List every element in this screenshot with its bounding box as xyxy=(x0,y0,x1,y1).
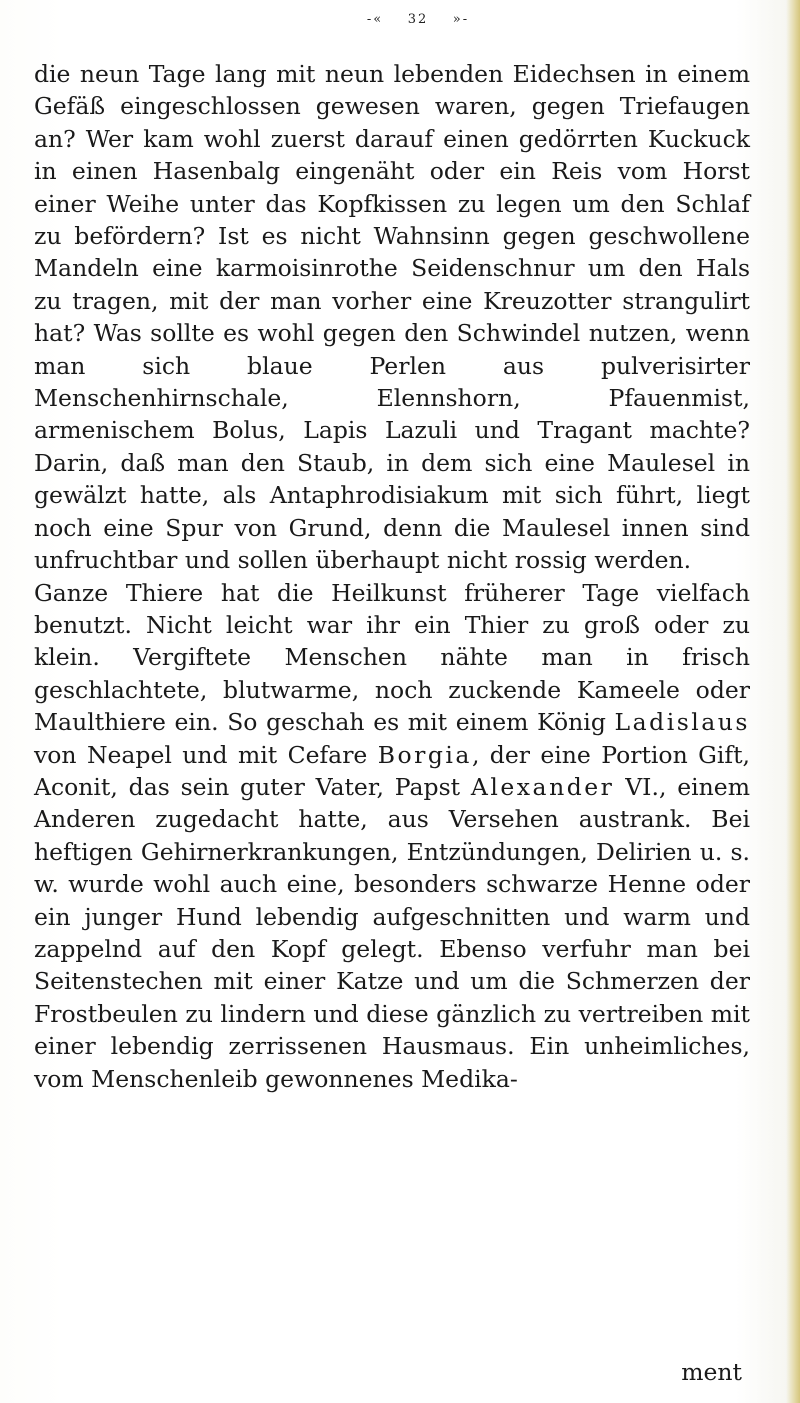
page-final-word: ment xyxy=(681,1358,742,1386)
page-header xyxy=(0,0,800,40)
page-number: 32 xyxy=(407,12,429,27)
header-left-ornament: -« xyxy=(366,12,384,27)
paragraph-2-start: Ganze Thiere hat die Heilkunst früherer Tage vielfach benutzt. Nicht leicht war ihr ein Thier zu groß oder zu klein. Vergiftete Menschen nähte man in frisch geschlachtete, blutwarme, noch zuckende Kameele oder Maulthiere ein. So geschah es mit einem König xyxy=(34,578,750,737)
paragraph-2-end: VI., einem Anderen zugedacht hatte, aus Versehen austrank. Bei heftigen Gehirnerkrankungen, Entzündungen, Delirien u. s. w. wurde wohl auch eine, besonders schwarze Henne oder ein junger Hund lebendig aufgeschnitten und warm und zappelnd auf den Kopf gelegt. Ebenso verfuhr man bei Seitenstechen mit einer Katze und um die Schmerzen der Frostbeulen zu lindern und diese gänzlich zu vertreiben mit einer lebendig zerrissenen Hausmaus. Ein unheimliches, vom Menschenleib gewonnenes Medika- xyxy=(34,772,750,1093)
name-borgia: Borgia xyxy=(377,740,472,769)
name-ladislaus: Ladislaus xyxy=(614,708,750,737)
paragraph-2 xyxy=(34,577,750,1096)
paragraph-1: die neun Tage lang mit neun lebenden Eidechsen in einem Gefäß eingeschlossen gewesen waren, gegen Triefaugen an? Wer kam wohl zuerst darauf einen gedörrten Kuckuck in einen Hasenbalg eingenäht oder ein Reis vom Horst einer Weihe unter das Kopfkissen zu legen um den Schlaf zu befördern? Ist es nicht Wahnsinn gegen geschwollene Mandeln eine karmoisinrothe Seidenschnur um den Hals zu tragen, mit der man vorher eine Kreuzotter strangulirt hat? Was sollte es wohl gegen den Schwindel nutzen, wenn man sich blaue Perlen aus pulverisirter Menschenhirnschale, Elennshorn, Pfauenmist, armenischem Bolus, Lapis Lazuli und Tragant machte? Darin, daß man den Staub, in dem sich eine Maulesel in gewälzt hatte, als Antaphrodisiakum mit sich führt, liegt noch eine Spur von Grund, denn die Maulesel innen sind unfruchtbar und sollen überhaupt nicht rossig werden. xyxy=(34,60,750,575)
header-right-ornament: »- xyxy=(452,12,470,27)
paragraph-2-mid-2: , der eine Portion Gift, Aconit, das sein guter Vater, Papst xyxy=(34,740,750,801)
name-alexander: Alexander xyxy=(470,772,615,801)
paragraph-2-mid-1: von Neapel und mit Cefare xyxy=(34,740,378,769)
page-edge-stain xyxy=(786,0,800,1403)
body-text xyxy=(34,58,750,1095)
